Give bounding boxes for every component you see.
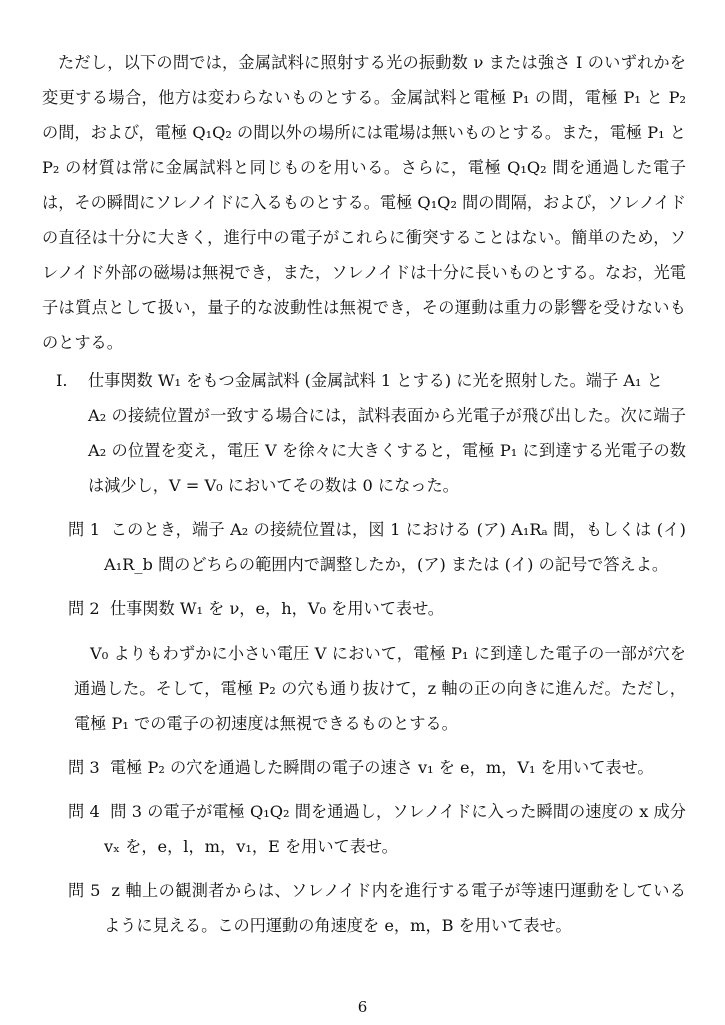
section-1-text-line1: 仕事関数 W₁ をもつ金属試料 (金属試料 1 とする) に光を照射した。端子 A₁ と bbox=[88, 371, 663, 390]
question-5-body bbox=[68, 873, 686, 943]
section-1-text-rest: A₂ の接続位置が一致する場合には，試料表面から光電子が飛び出した。次に端子 A₂ の位置を変え，電圧 V を徐々に大きくすると，電極 P₁ に到達する光電子の数は減少し，V = V₀ においてその数は 0 になった。 bbox=[88, 406, 686, 495]
question-3-body bbox=[68, 750, 686, 785]
question-1-label: 問 1 bbox=[68, 520, 101, 539]
question-1 bbox=[56, 512, 686, 582]
question-4-text: 問 3 の電子が電極 Q₁Q₂ 間を通過し，ソレノイドに入った瞬間の速度の x 成分 vₓ を，e，l，m，v₁，E を用いて表せ。 bbox=[104, 802, 686, 856]
question-3-text: 電極 P₂ の穴を通過した瞬間の電子の速さ v₁ を e，m，V₁ を用いて表せ。 bbox=[109, 758, 654, 777]
context-paragraph: V₀ よりもわずかに小さい電圧 V において，電極 P₁ に到達した電子の一部が穴を通過した。そして，電極 P₂ の穴も通り抜けて，z 軸の正の向きに進んだ。ただし，電極 P₁ での電子の初速度は無視できるものとする。 bbox=[74, 644, 686, 733]
question-5-text: z 軸上の観測者からは、ソレノイド内を進行する電子が等速円運動をしているように見える。この円運動の角速度を e，m，B を用いて表せ。 bbox=[104, 881, 686, 935]
section-number: I. bbox=[56, 371, 68, 390]
question-3 bbox=[56, 750, 686, 785]
intro-paragraph: ただし，以下の問では，金属試料に照射する光の振動数 ν または強さ I のいずれかを変更する場合，他方は変わらないものとする。金属試料と電極 P₁ の間，電極 P₁ と P₂ の間，および，電極 Q₁Q₂ の間以外の場所には電場は無いものとする。また，電極 P₁ と P₂ の材質は常に金属試料と同じものを用いる。さらに，電極 Q₁Q₂ 間を通過した電子は，その瞬間にソレノイドに入るものとする。電極 Q₁Q₂ 間の間隔，および，ソレノイドの直径は十分に大きく，進行中の電子がこれらに衝突することはない。簡単のため，ソレノイド外部の磁場は無視でき，また，ソレノイドは十分に長いものとする。なお，光電子は質点として扱い，量子的な波動性は無視でき，その運動は重力の影響を受けないものとする。 bbox=[42, 53, 686, 352]
section-1 bbox=[56, 363, 686, 943]
question-2-label-visible: 問 2 bbox=[68, 599, 100, 618]
question-1-text: このとき，端子 A₂ の接続位置は，図 1 における (ア) A₁Rₐ 間，もしくは (イ) A₁R_b 間のどちらの範囲内で調整したか，(ア) または (イ) の記号で答えよ。 bbox=[104, 520, 686, 574]
question-4-label: 問 4 bbox=[68, 802, 100, 821]
question-4-body bbox=[68, 794, 686, 864]
question-4 bbox=[56, 794, 686, 864]
page-number: 6 bbox=[357, 998, 368, 1016]
section-1-header bbox=[56, 363, 686, 503]
section-1-text bbox=[88, 363, 686, 503]
question-2-text: 仕事関数 W₁ を ν，e，h，V₀ を用いて表せ。 bbox=[109, 599, 444, 618]
question-5-label: 問 5 bbox=[68, 881, 101, 900]
question-5 bbox=[56, 873, 686, 943]
question-2 bbox=[56, 591, 686, 626]
question-3-label: 問 3 bbox=[68, 758, 100, 777]
question-1-body bbox=[68, 512, 686, 582]
question-2-body bbox=[68, 591, 686, 626]
